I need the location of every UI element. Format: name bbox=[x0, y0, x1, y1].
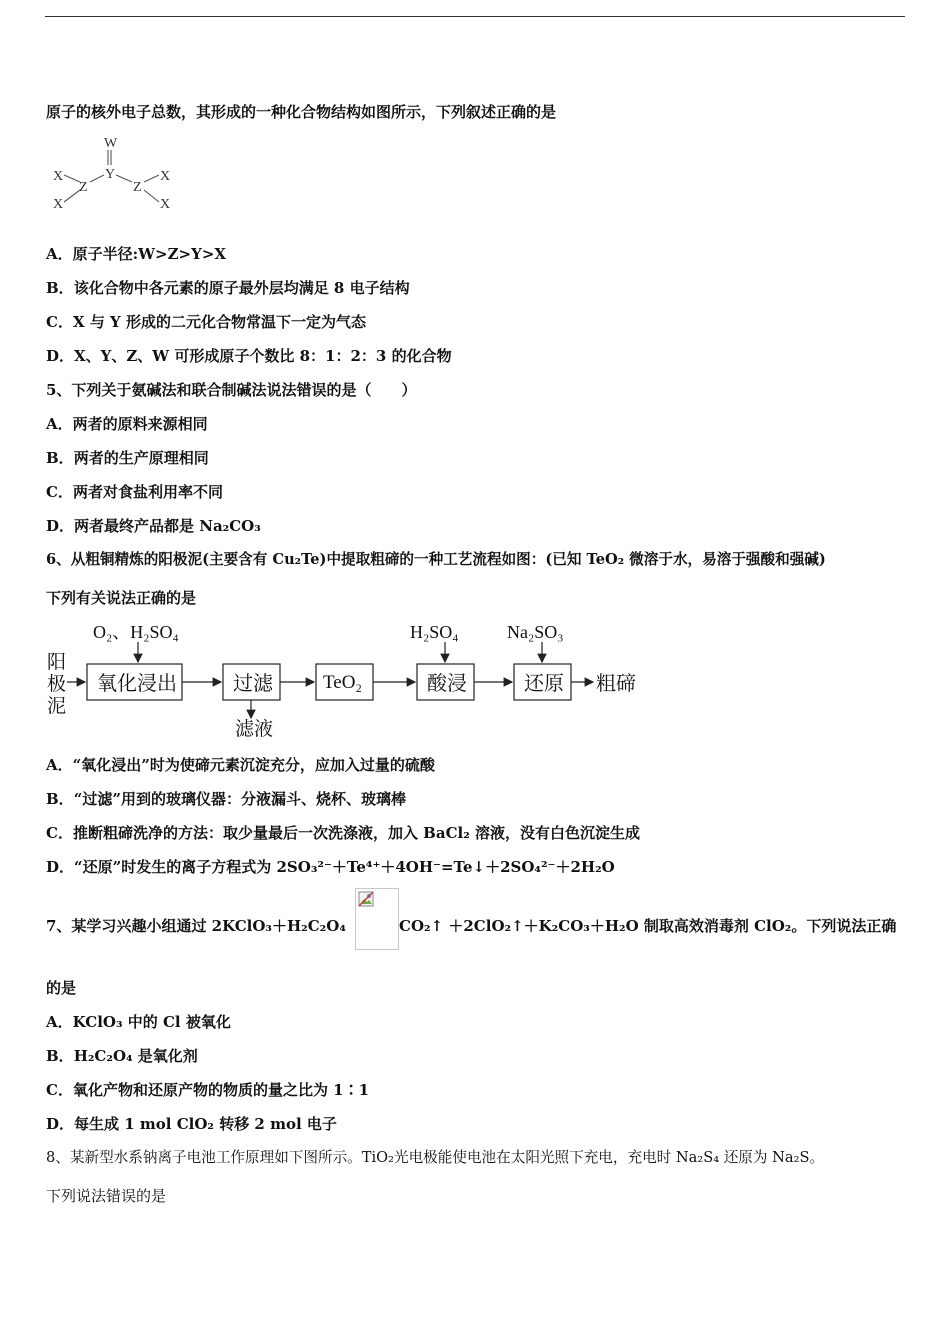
q7-stem-2: 的是 bbox=[46, 979, 77, 997]
q5-stem: 5、下列关于氨碱法和联合制碱法说法错误的是（ ） bbox=[46, 381, 417, 399]
q4-stem: 原子的核外电子总数，其形成的一种化合物结构如图所示，下列叙述正确的是 bbox=[46, 103, 557, 121]
q5-option-b[interactable]: B．两者的生产原理相同 bbox=[46, 449, 209, 467]
q8-stem-2: 下列说法错误的是 bbox=[46, 1187, 167, 1205]
q5-option-a[interactable]: A．两者的原料来源相同 bbox=[46, 415, 208, 433]
atom-x-4: X bbox=[160, 197, 171, 212]
q6-option-a[interactable]: A．“氧化浸出”时为使碲元素沉淀充分，应加入过量的硫酸 bbox=[46, 756, 435, 774]
q6-option-b[interactable]: B．“过滤”用到的玻璃仪器：分液漏斗、烧杯、玻璃棒 bbox=[46, 790, 406, 808]
q7-option-c[interactable]: C．氧化产物和还原产物的物质的量之比为 1∶1 bbox=[46, 1081, 370, 1099]
broken-image-placeholder bbox=[355, 888, 399, 950]
q4-option-a[interactable]: A．原子半径:W>Z>Y>X bbox=[46, 245, 227, 263]
q4-option-d[interactable]: D．X、Y、Z、W 可形成原子个数比 8：1：2：3 的化合物 bbox=[46, 347, 452, 365]
q4-option-b[interactable]: B．该化合物中各元素的原子最外层均满足 8 电子结构 bbox=[46, 279, 410, 297]
flow-end: 粗碲 bbox=[596, 673, 636, 695]
flow-step-acid-leach: 酸浸 bbox=[427, 673, 467, 695]
broken-image-icon bbox=[358, 891, 374, 907]
q7-option-a[interactable]: A．KClO₃ 中的 Cl 被氧化 bbox=[46, 1013, 231, 1031]
atom-z-left: Z bbox=[79, 180, 88, 195]
atom-x-3: X bbox=[160, 169, 171, 184]
flow-step-filter: 过滤 bbox=[233, 673, 273, 695]
flow-filtrate: 滤液 bbox=[235, 719, 274, 740]
atom-z-right: Z bbox=[133, 180, 142, 195]
compound-structure-diagram bbox=[46, 134, 186, 214]
q7-option-b[interactable]: B．H₂C₂O₄ 是氧化剂 bbox=[46, 1047, 198, 1065]
atom-y: Y bbox=[105, 167, 116, 182]
flow-reagent-2: H₂SO₄ bbox=[410, 622, 459, 642]
atom-x-1: X bbox=[53, 169, 64, 184]
atom-w: W bbox=[104, 136, 118, 151]
q7-stem-part-2: CO₂↑ ＋2ClO₂↑＋K₂CO₃＋H₂O 制取高效消毒剂 ClO₂。下列说法正确 bbox=[399, 917, 897, 935]
flow-start-2: 极 bbox=[47, 674, 67, 695]
flow-step-oxidation: 氧化浸出 bbox=[97, 673, 177, 695]
q7-option-d[interactable]: D．每生成 1 mol ClO₂ 转移 2 mol 电子 bbox=[46, 1115, 337, 1133]
q5-option-d[interactable]: D．两者最终产品都是 Na₂CO₃ bbox=[46, 517, 261, 535]
q4-option-c[interactable]: C．X 与 Y 形成的二元化合物常温下一定为气态 bbox=[46, 313, 366, 331]
atom-x-2: X bbox=[53, 197, 64, 212]
header-rule bbox=[45, 16, 905, 17]
process-flow-diagram bbox=[45, 618, 645, 742]
q5-option-c[interactable]: C．两者对食盐利用率不同 bbox=[46, 483, 223, 501]
flow-start-1: 阳 bbox=[47, 652, 67, 673]
flow-start-3: 泥 bbox=[47, 696, 67, 717]
flow-reagent-3: Na₂SO₃ bbox=[507, 622, 564, 642]
q6-option-c[interactable]: C．推断粗碲洗净的方法：取少量最后一次洗涤液，加入 BaCl₂ 溶液，没有白色沉淀生成 bbox=[46, 824, 641, 842]
q6-option-d[interactable]: D．“还原”时发生的离子方程式为 2SO₃²⁻＋Te⁴⁺＋4OH⁻=Te↓＋2SO₄²⁻＋2H₂O bbox=[46, 858, 615, 876]
q7-stem-part-1: 7、某学习兴趣小组通过 2KClO₃＋H₂C₂O₄ bbox=[46, 917, 346, 935]
flow-step-reduce: 还原 bbox=[524, 673, 564, 695]
flow-reagent-1: O₂、H₂SO₄ bbox=[93, 622, 179, 642]
q6-stem-2: 下列有关说法正确的是 bbox=[46, 589, 197, 607]
flow-step-teo2: TeO₂ bbox=[323, 672, 363, 693]
q6-stem: 6、从粗铜精炼的阳极泥(主要含有 Cu₂Te)中提取粗碲的一种工艺流程如图：(已知 TeO₂ 微溶于水，易溶于强酸和强碱) bbox=[46, 551, 826, 568]
q8-stem: 8、某新型水系钠离子电池工作原理如下图所示。TiO₂光电极能使电池在太阳光照下充电，充电时 Na₂S₄ 还原为 Na₂S。 bbox=[46, 1149, 825, 1166]
